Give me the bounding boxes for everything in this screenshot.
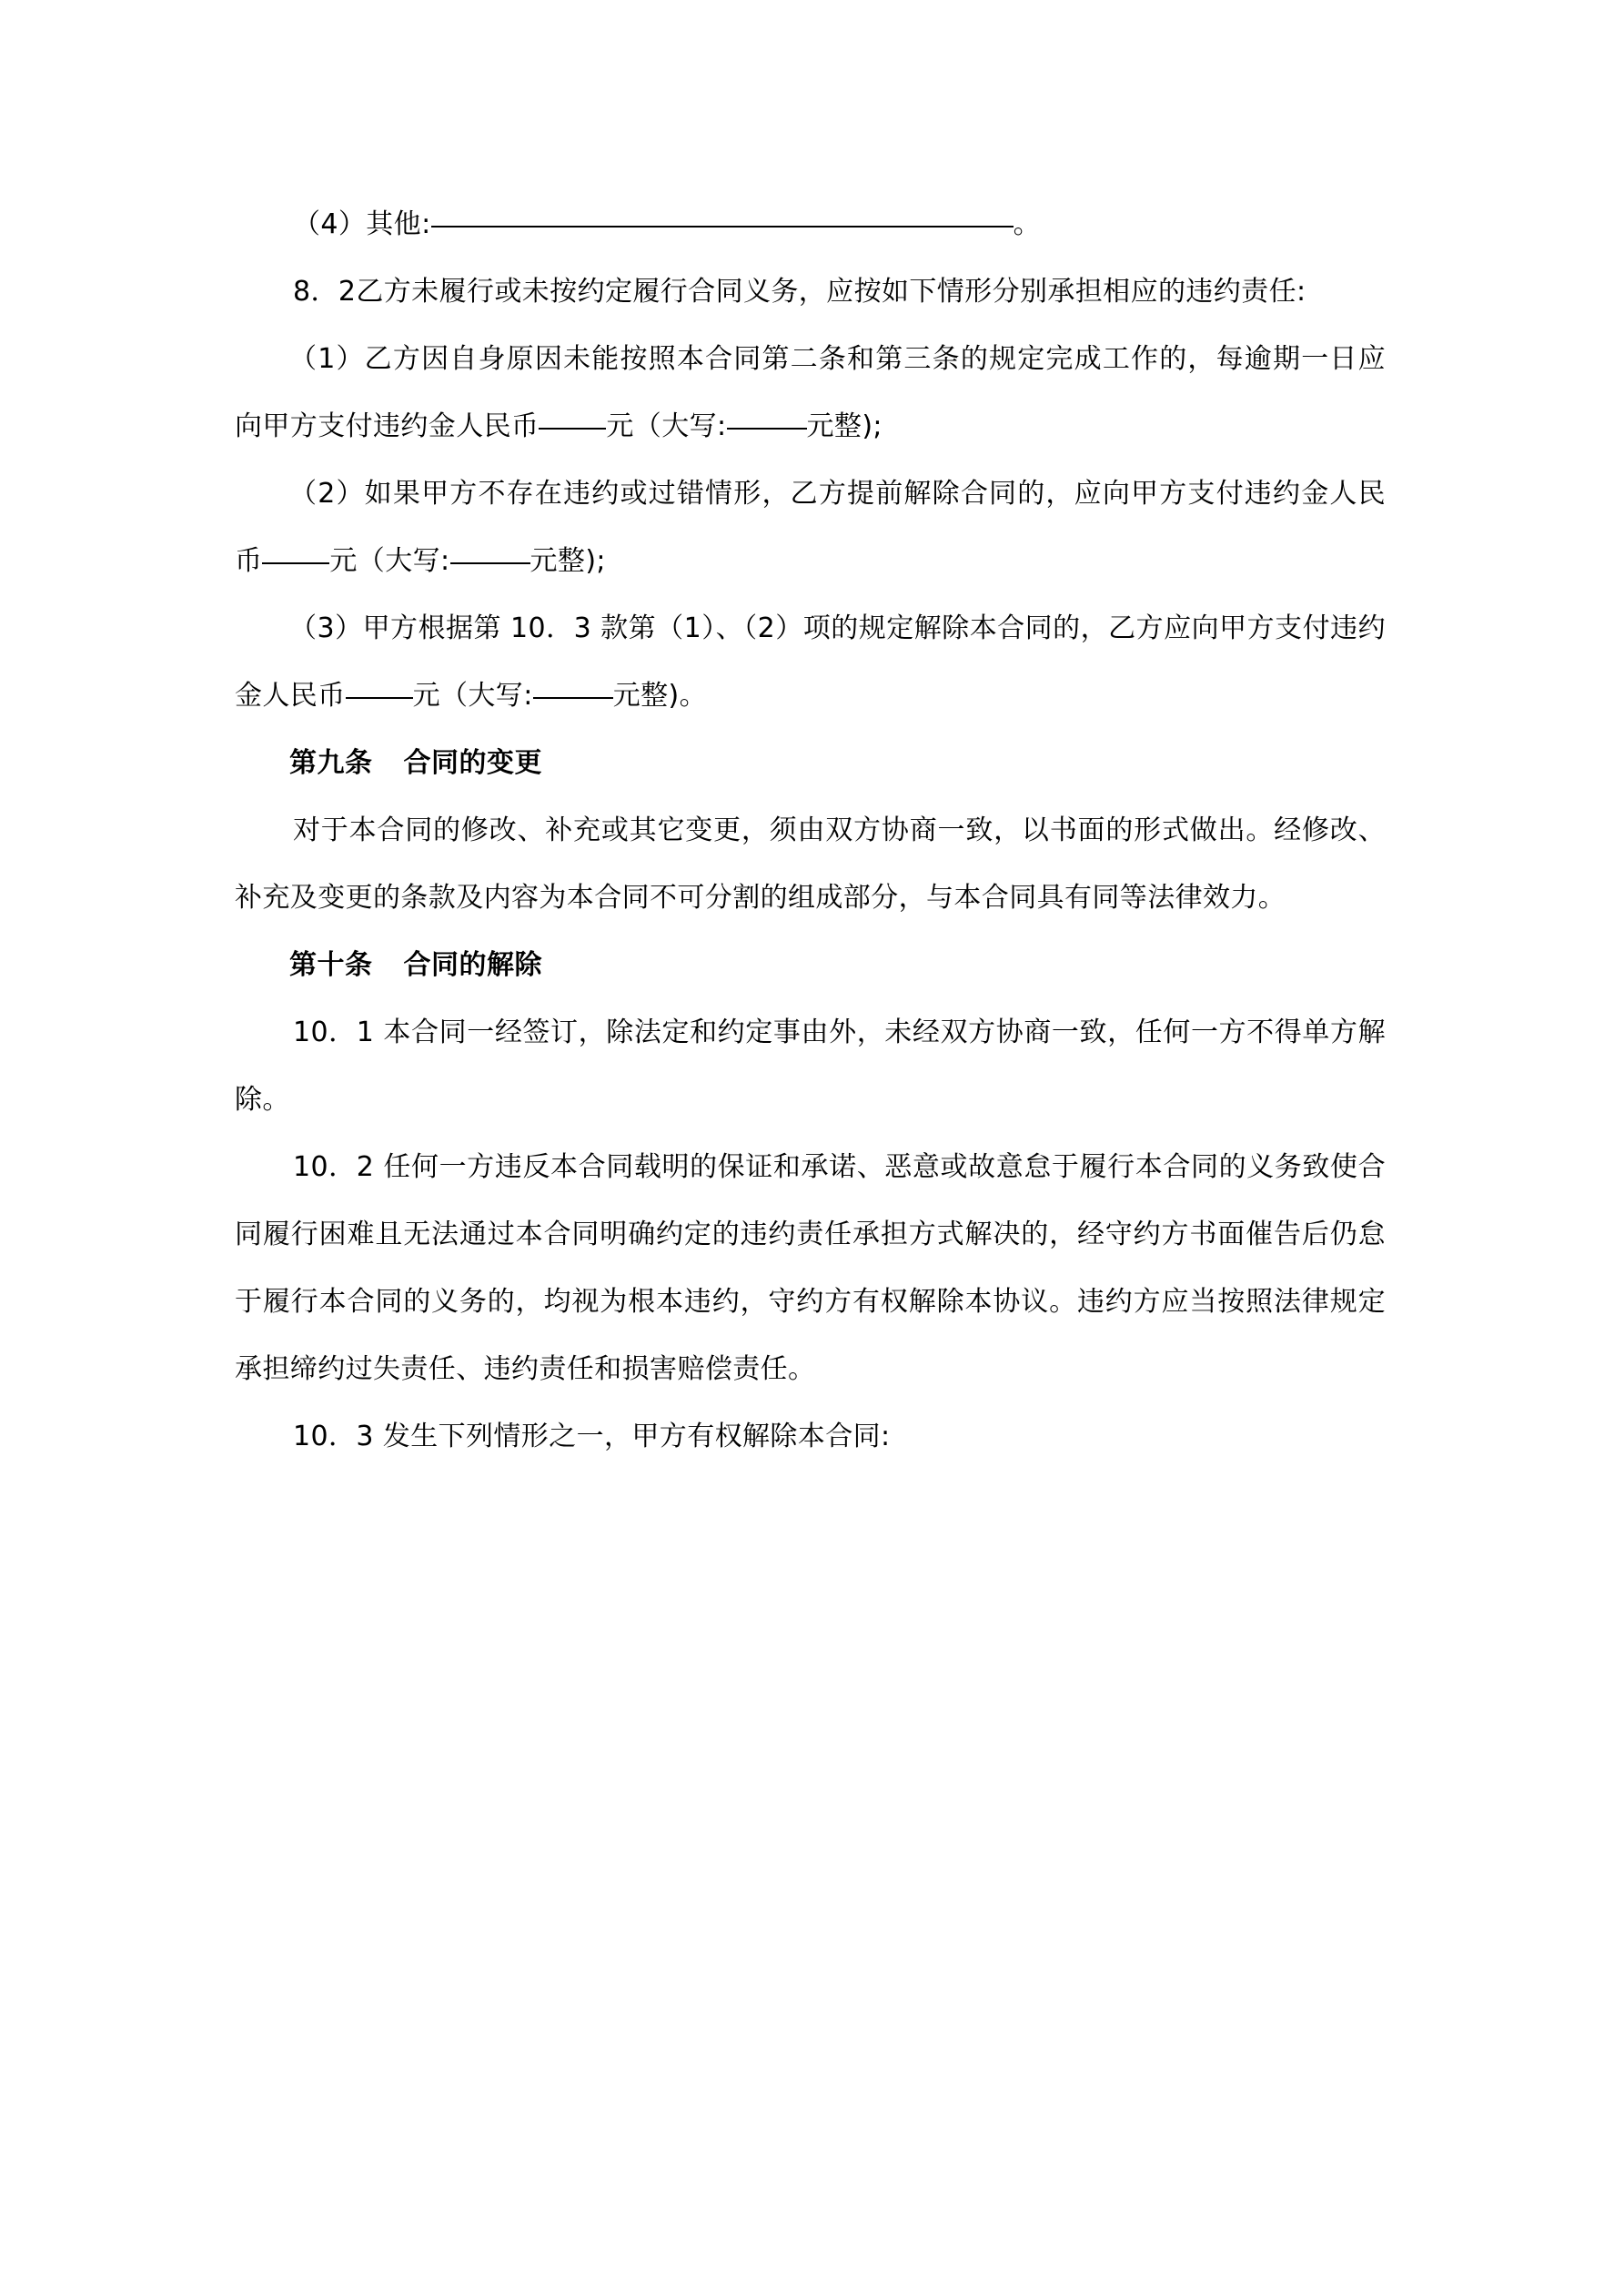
clause-text-before: （1）乙方因自身原因未能按照本合同第二条和第三条的规定完成工作的，每逾期一日应向甲方支付违约金人民币 [235, 343, 1386, 442]
fill-in-blank [431, 202, 1014, 228]
clause-text-after: 元整)。 [612, 680, 708, 712]
fill-in-blank [346, 675, 413, 699]
list-item [235, 460, 1386, 595]
section-number: 第十条 [289, 949, 373, 981]
clause-text-after: 元整); [530, 545, 606, 577]
list-item-prefix: （4）其他: [293, 208, 431, 240]
clause-10-1: 10．1 本合同一经签订，除法定和约定事由外，未经双方协商一致，任何一方不得单方解除。 [235, 1017, 1386, 1116]
section-title: 合同的变更 [403, 747, 542, 779]
clause-text-mid: 元（大写: [412, 680, 533, 712]
fill-in-blank [539, 406, 606, 430]
fill-in-blank [262, 541, 329, 564]
clause-text-mid: 元（大写: [329, 545, 450, 577]
clause-8-2: 8．2乙方未履行或未按约定履行合同义务，应按如下情形分别承担相应的违约责任: [293, 276, 1306, 308]
fill-in-blank [727, 406, 807, 430]
list-item-suffix: 。 [1013, 208, 1042, 240]
list-item [235, 326, 1386, 460]
clause-text-before: （3）甲方根据第 10．3 款第（1）、（2）项的规定解除本合同的，乙方应向甲方支付违约金人民币 [235, 612, 1386, 712]
section-title: 合同的解除 [403, 949, 542, 981]
fill-in-blank [450, 541, 530, 564]
clause-text-after: 元整); [806, 410, 883, 442]
section-heading-10 [235, 932, 1386, 999]
clause-text-before: （2）如果甲方不存在违约或过错情形，乙方提前解除合同的，应向甲方支付违约金人民币 [235, 478, 1386, 577]
list-item [235, 191, 1386, 258]
clause-10-3: 10．3 发生下列情形之一，甲方有权解除本合同: [293, 1421, 891, 1452]
section-number: 第九条 [289, 747, 373, 779]
clause-10-2: 10．2 任何一方违反本合同载明的保证和承诺、恶意或故意怠于履行本合同的义务致使合同履行困难且无法通过本合同明确约定的违约责任承担方式解决的，经守约方书面催告后仍怠于履行本合同的义务的，均视为根本违约，守约方有权解除本协议。违约方应当按照法律规定承担缔约过失责任、违约责任和损害赔偿责任。 [235, 1151, 1386, 1385]
clause-text-mid: 元（大写: [606, 410, 727, 442]
fill-in-blank [533, 675, 613, 699]
clause-9-body: 对于本合同的修改、补充或其它变更，须由双方协商一致，以书面的形式做出。经修改、补充及变更的条款及内容为本合同不可分割的组成部分，与本合同具有同等法律效力。 [235, 814, 1386, 914]
section-heading-9 [235, 730, 1386, 797]
list-item [235, 595, 1386, 730]
document-body [235, 191, 1386, 1471]
